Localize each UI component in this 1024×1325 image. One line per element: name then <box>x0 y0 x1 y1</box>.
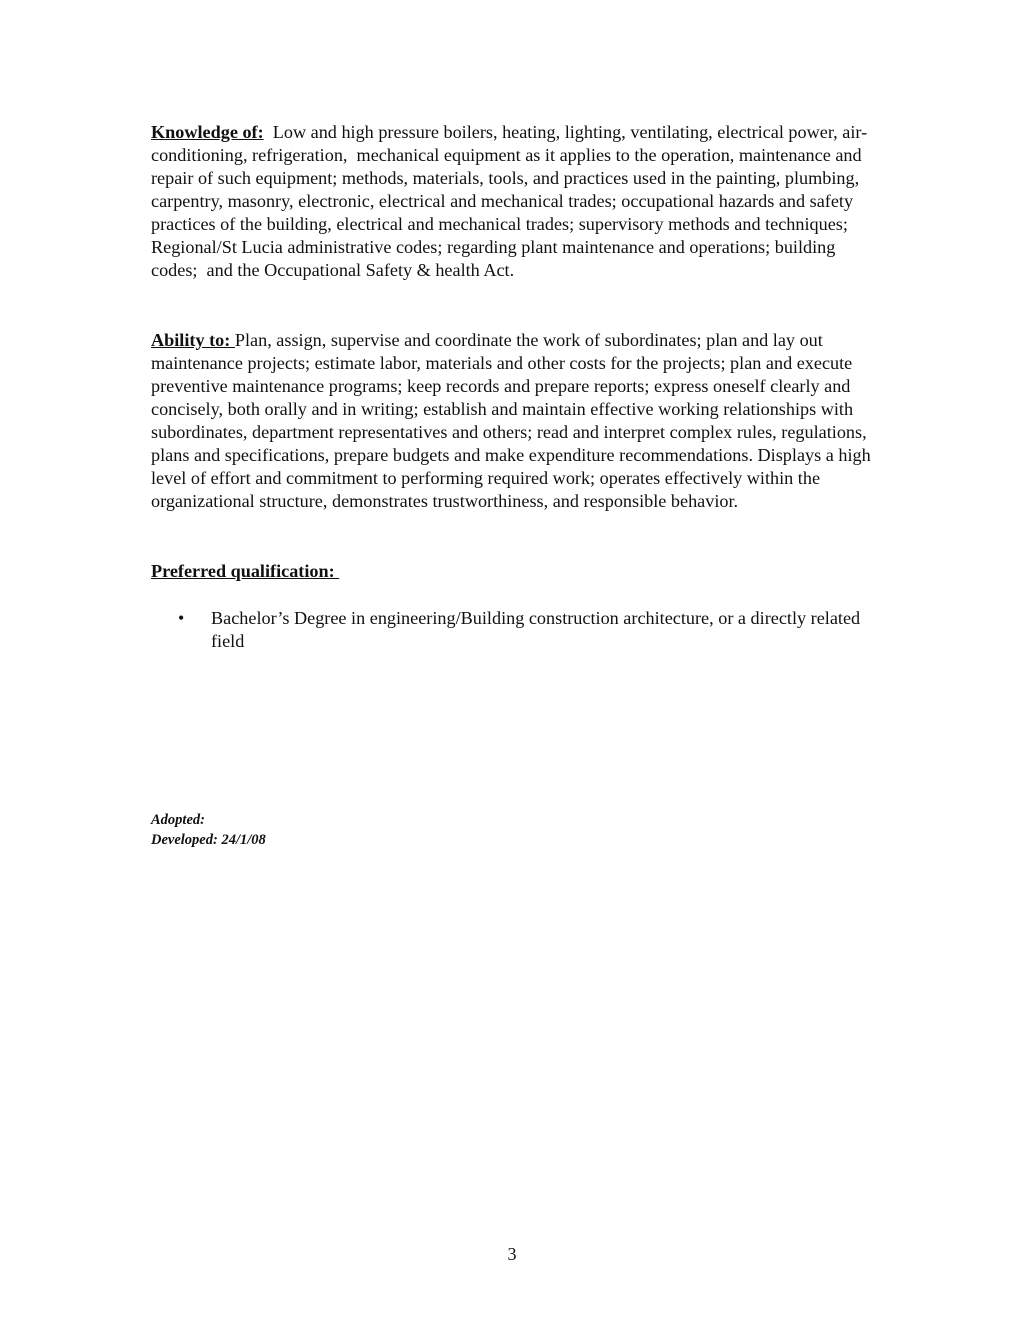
knowledge-heading: Knowledge of: <box>151 122 264 142</box>
ability-heading: Ability to: <box>151 330 235 350</box>
ability-text: Plan, assign, supervise and coordinate the work of subordinates; plan and lay out maintenance projects; estimate labor, materials and other costs for the projects; plan and execute preventive maintenance programs; keep records and prepare reports; express oneself clearly and concisely, both orally and in writing; establish and maintain effective working relationships with subordinates, department representatives and others; read and interpret complex rules, regulations, plans and specifications, prepare budgets and make expenditure recommendations. Displays a high level of effort and commitment to performing required work; operates effectively within the organizational structure, demonstrates trustworthiness, and responsible behavior. <box>151 330 871 511</box>
page-number: 3 <box>507 1244 517 1264</box>
preferred-qualification-heading: Preferred qualification: <box>151 561 340 581</box>
adopted-label: Adopted: <box>151 812 205 828</box>
developed-date: Developed: 24/1/08 <box>151 832 266 848</box>
list-item-text: Bachelor’s Degree in engineering/Building construction architecture, or a directly related field <box>211 608 861 651</box>
bullet-icon: • <box>178 608 185 628</box>
document-meta <box>151 810 266 850</box>
list-item <box>151 607 875 653</box>
knowledge-text: Low and high pressure boilers, heating, lighting, ventilating, electrical power, air-conditioning, refrigeration, mechanical equipment as it applies to the operation, maintenance and repair of such equipment; methods, materials, tools, and practices used in the painting, plumbing, carpentry, masonry, electronic, electrical and mechanical trades; occupational hazards and safety practices of the building, electrical and mechanical trades; supervisory methods and techniques; Regional/St Lucia administrative codes; regarding plant maintenance and operations; building codes; and the Occupational Safety & health Act. <box>151 122 868 280</box>
ability-paragraph <box>151 329 875 513</box>
preferred-qualification-list <box>151 607 875 653</box>
knowledge-paragraph <box>151 121 875 282</box>
